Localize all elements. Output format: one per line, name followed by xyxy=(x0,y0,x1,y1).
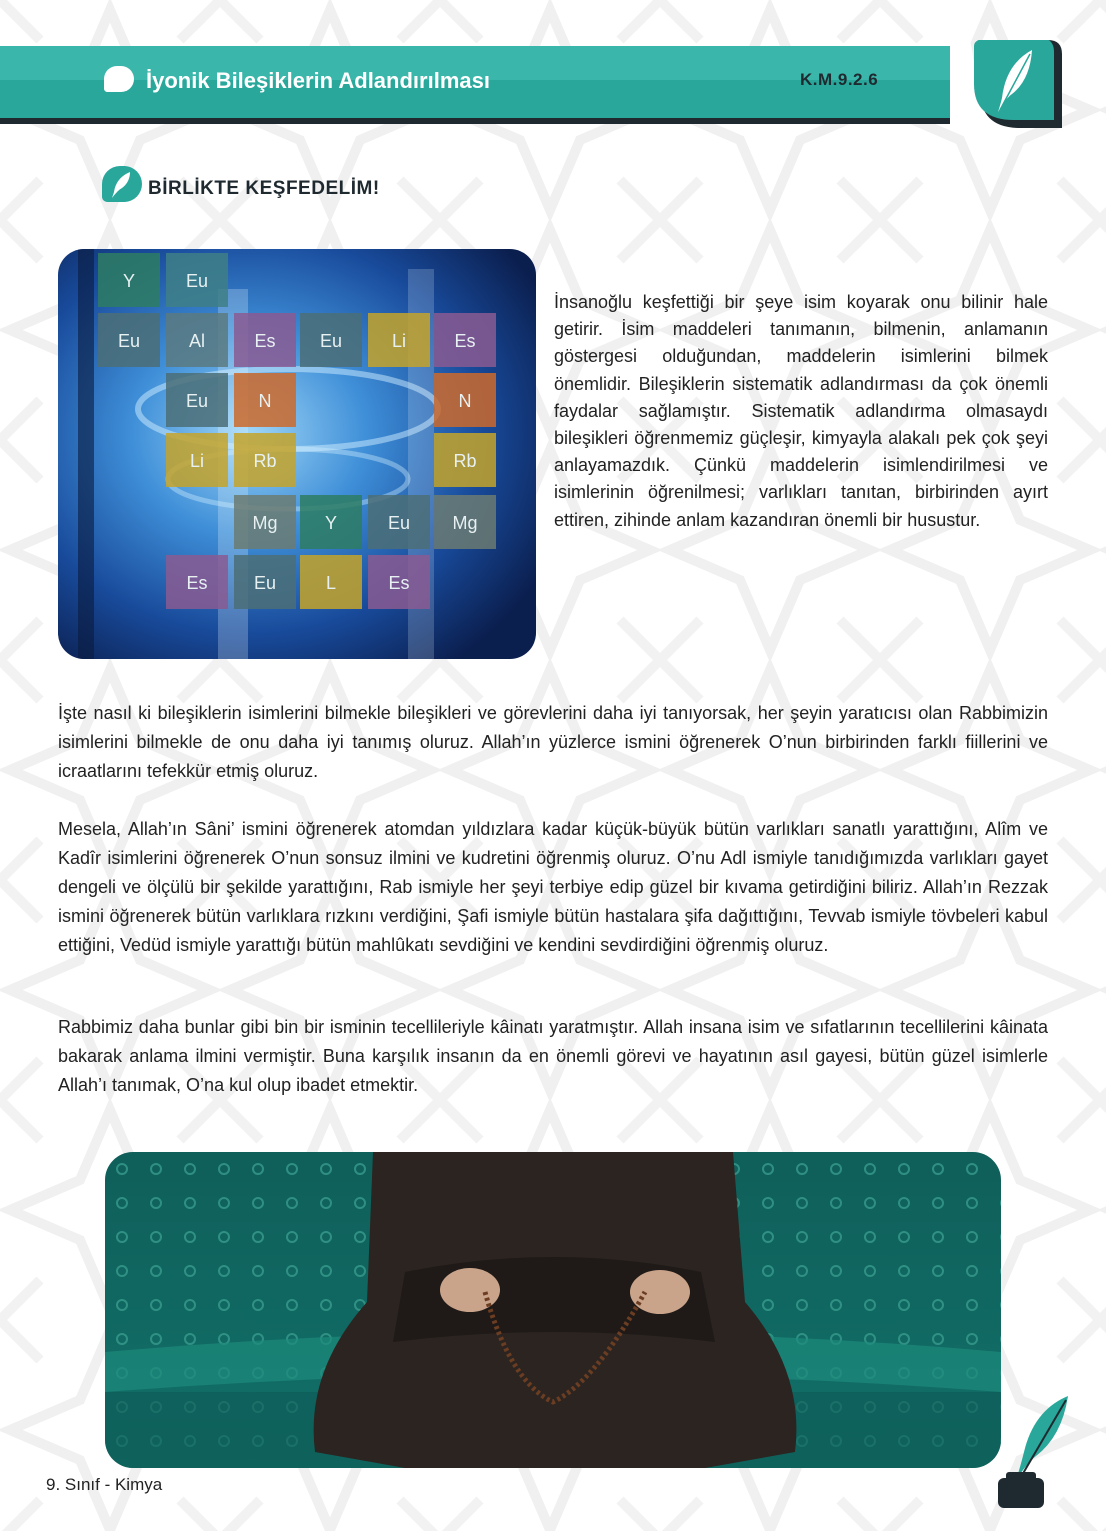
element-symbol: Es xyxy=(388,573,410,593)
element-tile xyxy=(300,495,362,549)
intro-paragraph: İnsanoğlu keşfettiği bir şeye isim koyarak onu bilinir hale getirir. İsim maddeleri tanımanın, bilmenin, anlamanın göstergesi olduğundan, maddelerin isimlerini bilmek önemlidir. Bileşiklerin sistematik adlandırması da çok önemli faydalar sağlamıştır. Sistematik adlandırma olmasaydı bileşikleri öğrenmemiz güçleşir, kimyayla alakalı pek çok şeyi anlayamazdık. Çünkü maddelerin isimlendirilmesi ve isimlerinin öğrenilmesi; varlıkları tanıtan, birbirinden ayırt ettiren, zihinde anlam kazandıran önemli bir husustur. xyxy=(554,292,1048,530)
feather-section-icon xyxy=(102,166,142,202)
element-tile xyxy=(98,313,160,367)
page-number: 61 xyxy=(1003,1478,1022,1497)
element-symbol: Eu xyxy=(319,331,343,351)
element-symbol: Eu xyxy=(387,513,411,533)
element-symbol: Eu xyxy=(185,391,209,411)
element-symbol: N xyxy=(458,391,472,411)
element-symbol: Es xyxy=(254,331,276,351)
element-symbol: Rb xyxy=(253,451,277,471)
element-tile xyxy=(234,433,296,487)
element-symbol: Eu xyxy=(253,573,277,593)
element-tile xyxy=(166,373,228,427)
paragraph-3: Rabbimiz daha bunlar gibi bin bir isminin tecellileriyle kâinatı yaratmıştır. Allah insana isim ve sıfatlarının tecellilerini kâinata bakarak anlama ilmini vermiştir. Buna karşılık insanın da en önemli görevi ve hayatının asıl gayesi, bütün güzel isimlerle Allah’ı tanımak, O’na kul olup ibadet etmektir. xyxy=(58,1017,1048,1095)
element-symbol: L xyxy=(325,573,337,593)
element-tile xyxy=(434,313,496,367)
element-symbol: N xyxy=(258,391,272,411)
feather-badge-icon xyxy=(950,40,1062,130)
element-tile xyxy=(300,555,362,609)
element-symbol: Eu xyxy=(185,271,209,291)
page-title: İyonik Bileşiklerin Adlandırılması xyxy=(146,68,490,93)
element-symbol: Y xyxy=(324,513,338,533)
element-tile xyxy=(166,313,228,367)
element-tile xyxy=(368,555,430,609)
element-tile xyxy=(300,313,362,367)
element-tile xyxy=(434,495,496,549)
element-symbol: Li xyxy=(189,451,205,471)
element-tile xyxy=(166,253,228,307)
paragraph-1: İşte nasıl ki bileşiklerin isimlerini bilmekle bileşikleri ve görevlerini daha iyi tanıyorsak, her şeyin yaratıcısı olan Rabbimizin isimlerini bilmekle de onu daha iyi tanımış oluruz. Allah’ın yüzlerce ismini öğrenerek O’nun birbirinden farklı fiillerini ve icraatlarını tefekkür etmiş oluruz. xyxy=(58,703,1048,781)
element-symbol: Y xyxy=(122,271,136,291)
curriculum-code: K.M.9.2.6 xyxy=(800,70,879,89)
footer-label: 9. Sınıf - Kimya xyxy=(46,1475,163,1494)
element-tile xyxy=(166,433,228,487)
section-title: BİRLİKTE KEŞFEDELİM! xyxy=(148,178,380,199)
periodic-table-image xyxy=(58,249,536,659)
element-symbol: Al xyxy=(188,331,206,351)
element-tile xyxy=(368,495,430,549)
element-tile xyxy=(434,373,496,427)
element-tile xyxy=(234,313,296,367)
element-tile xyxy=(368,313,430,367)
paragraph-2: Mesela, Allah’ın Sâni’ ismini öğrenerek atomdan yıldızlara kadar küçük-büyük bütün varlıkları sanatlı yarattığını, Alîm ve Kadîr isimlerini öğrenerek O’nun sonsuz ilmini ve kudretini öğrenmiş oluruz. O’nu Adl ismiyle tanıdığımızda varlıkları gayet dengeli ve ölçülü bir şekilde yarattığını, Rab ismiyle her şeyi terbiye edip güzel bir kıvama getirdiğini biliriz. Allah’ın Rezzak ismini öğrenerek bütün varlıklara rızkını verdiğini, Şafi ismiyle bütün hastalara şifa dağıttığını, Tevvab ismiyle tövbeleri kabul ettiğini, Vedüd ismiyle yarattığı bütün mahlûkatı sevdiğini ve kendini sevdirdiğini öğrenmiş oluruz. xyxy=(58,819,1048,955)
element-tile xyxy=(234,495,296,549)
element-tile xyxy=(434,433,496,487)
element-tile xyxy=(234,373,296,427)
element-symbol: Li xyxy=(391,331,407,351)
element-symbol: Mg xyxy=(452,513,478,533)
element-symbol: Es xyxy=(186,573,208,593)
element-tile xyxy=(166,555,228,609)
element-symbol: Es xyxy=(454,331,476,351)
element-tile xyxy=(234,555,296,609)
element-symbol: Eu xyxy=(117,331,141,351)
prayer-beads-image xyxy=(105,1152,1001,1468)
element-tile xyxy=(98,253,160,307)
element-symbol: Rb xyxy=(453,451,477,471)
element-symbol: Mg xyxy=(252,513,278,533)
header-bullet-icon xyxy=(104,66,134,92)
